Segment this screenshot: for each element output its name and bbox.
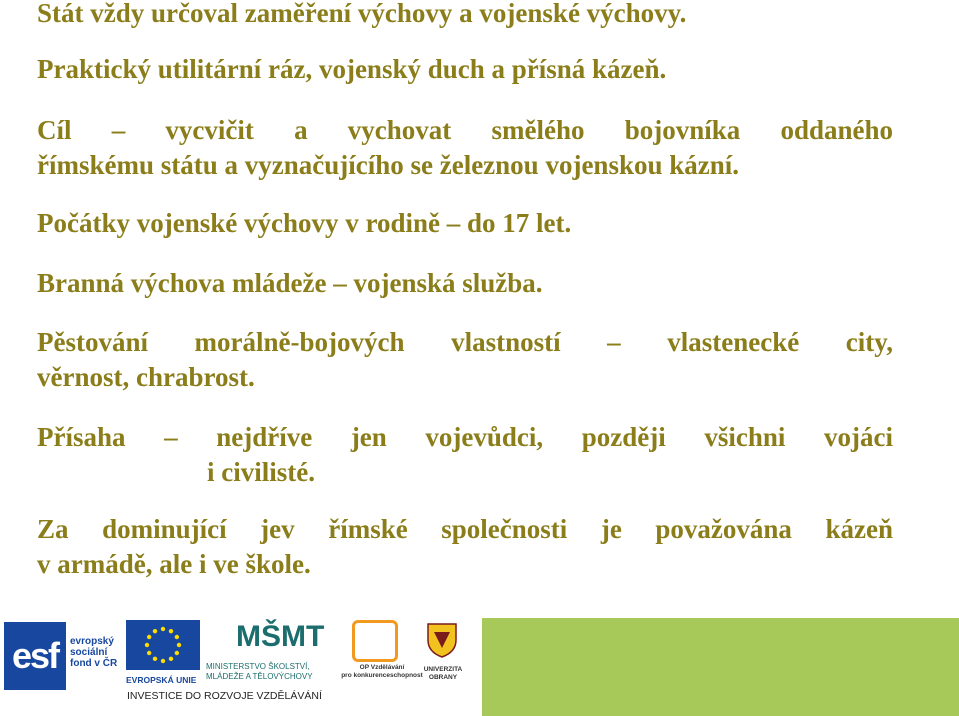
msmt-logo	[206, 618, 328, 690]
paragraph-moral-qualities-line-2: věrnost, chrabrost.	[37, 362, 255, 392]
paragraph-discipline-line-2: v armádě, ale i ve škole.	[37, 549, 311, 579]
paragraph-state-focus: Stát vždy určoval zaměření výchovy a vojenské výchovy.	[37, 0, 687, 28]
paragraph-youth-training: Branná výchova mládeže – vojenská služba.	[37, 268, 543, 298]
eu-star-icon	[175, 651, 179, 655]
investment-caption: INVESTICE DO ROZVOJE VZDĚLÁVÁNÍ	[127, 690, 322, 702]
paragraph-goal-line-2: římskému státu a vyznačujícího se železnou vojenskou kázní.	[37, 150, 739, 180]
eu-star-icon	[175, 635, 179, 639]
esf-logo-text	[70, 636, 130, 669]
eu-star-icon	[147, 635, 151, 639]
paragraph-oath	[37, 420, 893, 490]
opvk-logo-mark-icon	[352, 620, 398, 662]
eu-star-icon	[169, 657, 173, 661]
footer-logos	[0, 612, 959, 716]
paragraph-moral-qualities-line-1: Pěstování morálně-bojových vlastností – vlastenecké city,	[37, 327, 893, 357]
esf-logo-line-3: fond v ČR	[70, 658, 118, 669]
eu-star-icon	[153, 629, 157, 633]
eu-star-icon	[161, 627, 165, 631]
opvk-logo-line-1: OP Vzdělávání	[359, 664, 405, 671]
eu-flag-icon	[126, 620, 200, 670]
footer-green-band	[482, 618, 959, 716]
eu-star-icon	[147, 651, 151, 655]
paragraph-discipline-line-1: Za dominující jev římské společnosti je považována kázeň	[37, 514, 893, 544]
opvk-logo-text	[336, 664, 428, 680]
unob-logo	[418, 618, 468, 690]
eu-star-icon	[169, 629, 173, 633]
shield-icon	[426, 622, 458, 658]
unob-logo-text	[418, 666, 468, 682]
eu-logo	[126, 620, 202, 690]
msmt-logo-mark: MŠMT	[236, 620, 325, 653]
opvk-logo	[336, 618, 426, 690]
eu-stars-icon	[126, 620, 200, 670]
paragraph-moral-qualities	[37, 325, 893, 395]
msmt-logo-line-2: MLÁDEŽE A TĚLOVÝCHOVY	[206, 672, 313, 681]
opvk-logo-line-2: pro konkurenceschopnost	[341, 672, 423, 679]
eu-star-icon	[177, 643, 181, 647]
unob-logo-line-2: OBRANY	[428, 674, 458, 681]
esf-logo-line-2: sociální	[70, 647, 108, 658]
eu-star-icon	[145, 643, 149, 647]
esf-logo	[4, 622, 122, 690]
eu-star-icon	[161, 659, 165, 663]
eu-star-icon	[153, 657, 157, 661]
paragraph-beginnings: Počátky vojenské výchovy v rodině – do 17 let.	[37, 208, 572, 238]
eu-logo-label: EVROPSKÁ UNIE	[126, 675, 197, 685]
paragraph-goal-line-1: Cíl – vycvičit a vychovat smělého bojovníka oddaného	[37, 115, 893, 145]
paragraph-practical-nature: Praktický utilitární ráz, vojenský duch a přísná kázeň.	[37, 54, 667, 84]
esf-logo-line-1: evropský	[70, 636, 114, 647]
esf-logo-mark: esf	[4, 622, 66, 690]
paragraph-goal	[37, 113, 893, 183]
paragraph-oath-line-2: i civilisté.	[207, 457, 315, 487]
unob-logo-line-1: UNIVERZITA	[423, 666, 463, 673]
paragraph-discipline	[37, 512, 893, 582]
msmt-logo-text	[206, 662, 330, 682]
msmt-logo-line-1: MINISTERSTVO ŠKOLSTVÍ,	[206, 662, 310, 671]
paragraph-oath-line-1: Přísaha – nejdříve jen vojevůdci, později všichni vojáci	[37, 422, 893, 452]
